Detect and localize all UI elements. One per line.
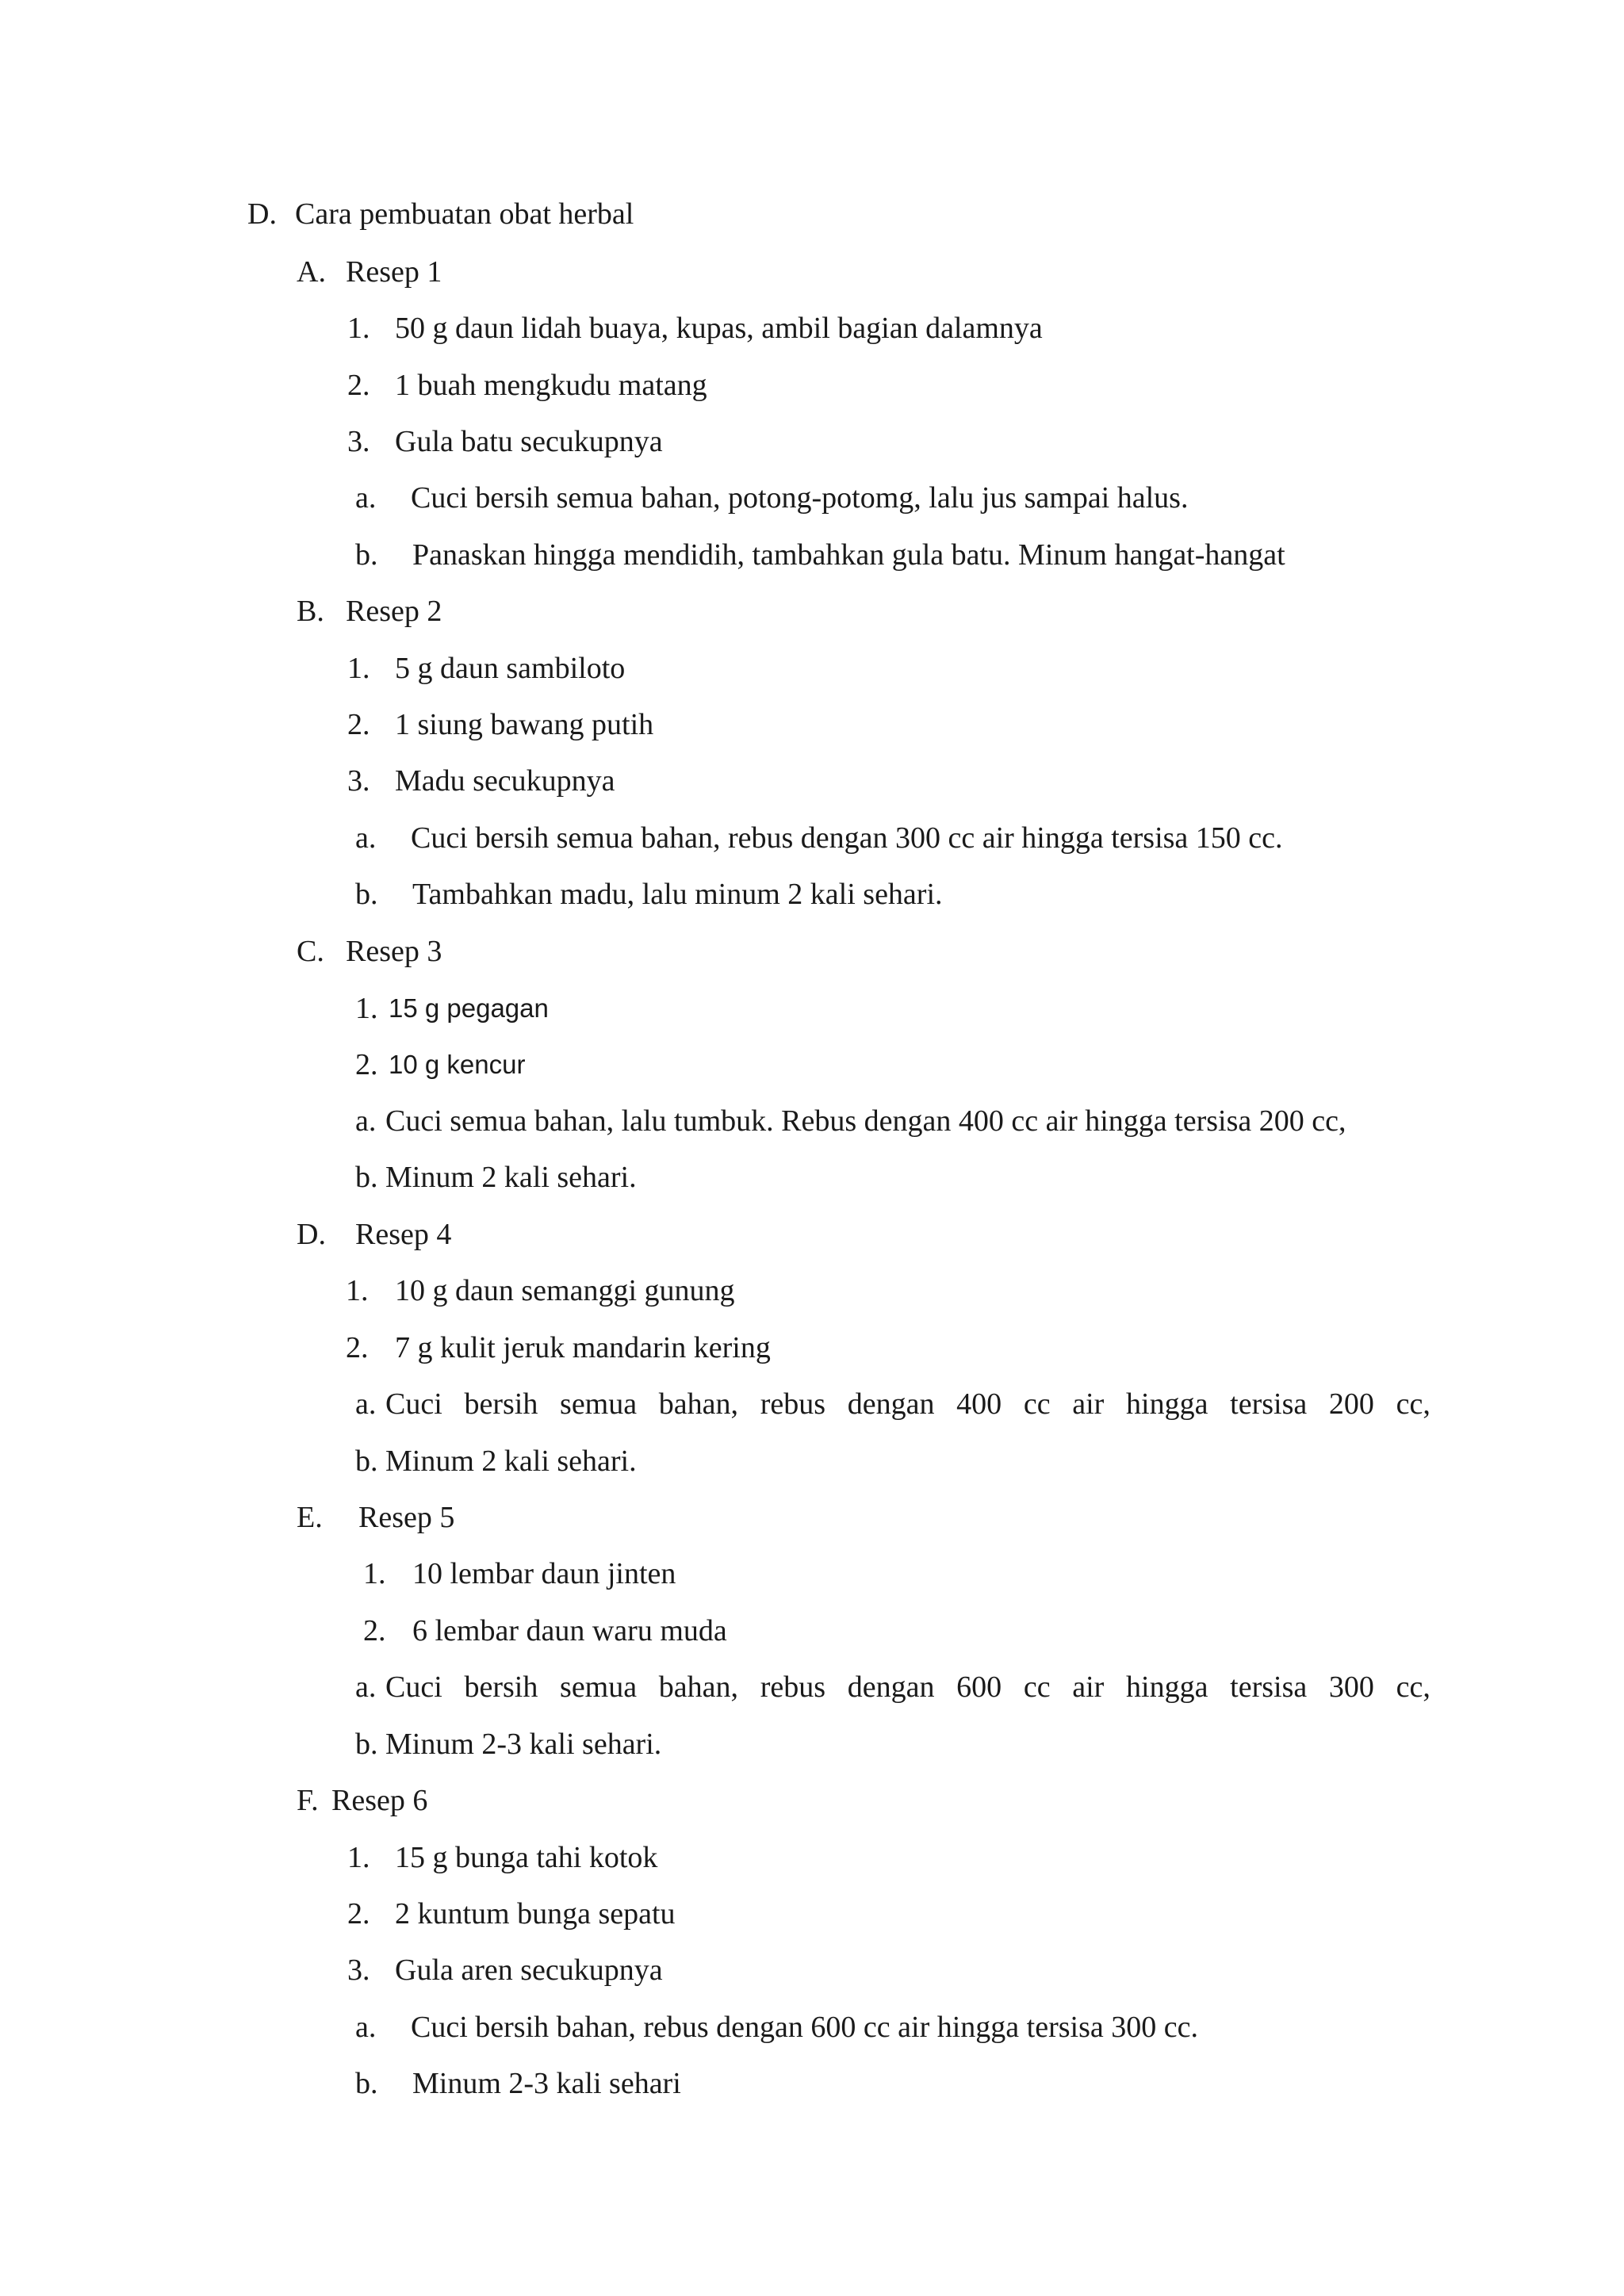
recipe-title: Resep 3 [346,935,442,968]
word: 400 [956,1387,1002,1421]
word: 600 [956,1670,1002,1704]
step-text [385,1386,1431,1422]
word: air [1072,1670,1105,1704]
ingredient-number: 1. [347,1841,370,1874]
word: air [1072,1387,1105,1421]
ingredient-number: 1. [363,1557,386,1590]
word: cc [1023,1387,1051,1421]
recipe-marker: B. [297,595,324,628]
word: semua [560,1387,638,1421]
ingredient-text: 15 g bunga tahi kotok [395,1841,658,1874]
word: tersisa [1230,1387,1308,1421]
ingredient-text: 10 lembar daun jinten [412,1557,676,1590]
step-text: Cuci semua bahan, lalu tumbuk. Rebus dengan 400 cc air hingga tersisa 200 cc, [385,1104,1346,1138]
word: tersisa [1230,1670,1308,1704]
ingredient-number: 3. [347,1954,370,1987]
step-text: Cuci bersih semua bahan, potong-potomg, lalu jus sampai halus. [411,481,1189,515]
ingredient-number: 2. [347,369,370,402]
recipe-title: Resep 2 [346,595,442,628]
word: 300 [1328,1670,1374,1704]
recipe-title: Resep 6 [331,1784,428,1817]
step-text: Cuci bersih bahan, rebus dengan 600 cc air hingga tersisa 300 cc. [411,2011,1198,2044]
word: cc, [1396,1387,1431,1421]
word: cc [1023,1670,1051,1704]
word: bersih [464,1387,538,1421]
step-letter: b. [355,1728,378,1761]
ingredient-number: 3. [347,425,370,458]
step-letter: a. [355,481,377,515]
ingredient-number: 2. [355,1048,378,1081]
section-marker: D. [247,197,277,231]
step-letter: a. [355,2011,377,2044]
ingredient-number: 2. [347,1897,370,1931]
step-letter: a. [355,821,377,855]
word: rebus [760,1387,826,1421]
ingredient-number: 2. [347,708,370,741]
ingredient-text: 10 g daun semanggi gunung [395,1274,735,1307]
step-letter: a. [355,1387,377,1421]
recipe-marker: A. [297,255,326,289]
ingredient-text: 6 lembar daun waru muda [412,1614,727,1647]
ingredient-text: Gula aren secukupnya [395,1954,663,1987]
step-letter: b. [355,2067,378,2100]
word: bahan, [658,1387,739,1421]
ingredient-number: 2. [363,1614,386,1647]
step-text: Panaskan hingga mendidih, tambahkan gula batu. Minum hangat-hangat [412,538,1285,572]
word: hingga [1126,1670,1208,1704]
step-text: Minum 2-3 kali sehari [412,2067,681,2100]
ingredient-number: 1. [346,1274,369,1307]
recipe-marker: E. [297,1501,323,1534]
word: hingga [1126,1387,1208,1421]
word: dengan [847,1670,935,1704]
word: bersih [464,1670,538,1704]
recipe-marker: F. [297,1784,319,1817]
word: dengan [847,1387,935,1421]
ingredient-text: Gula batu secukupnya [395,425,663,458]
word: cc, [1396,1670,1431,1704]
recipe-marker: D. [297,1218,326,1251]
ingredient-number: 2. [346,1331,369,1364]
ingredient-number: 1. [347,652,370,685]
step-letter: b. [355,878,378,911]
step-text: Tambahkan madu, lalu minum 2 kali sehari. [412,878,943,911]
word: 200 [1328,1387,1374,1421]
ingredient-text: 7 g kulit jeruk mandarin kering [395,1331,771,1364]
ingredient-text: 5 g daun sambiloto [395,652,626,685]
recipe-marker: C. [297,935,324,968]
recipe-title: Resep 4 [355,1218,452,1251]
ingredient-text: Madu secukupnya [395,764,615,798]
step-text: Minum 2 kali sehari. [385,1161,637,1194]
ingredient-number: 1. [347,312,370,345]
word: rebus [760,1670,826,1704]
ingredient-text: 1 buah mengkudu matang [395,369,707,402]
step-text: Minum 2 kali sehari. [385,1445,637,1478]
recipe-title: Resep 5 [358,1501,455,1534]
step-letter: a. [355,1670,377,1704]
recipe-title: Resep 1 [346,255,442,289]
section-title: Cara pembuatan obat herbal [295,197,634,231]
step-letter: a. [355,1104,377,1138]
word: Cuci [385,1387,442,1421]
step-text: Minum 2-3 kali sehari. [385,1728,662,1761]
word: bahan, [658,1670,739,1704]
step-text [385,1669,1431,1705]
ingredient-text: 1 siung bawang putih [395,708,654,741]
ingredient-text: 2 kuntum bunga sepatu [395,1897,676,1931]
ingredient-number: 1. [355,992,378,1025]
ingredient-number: 3. [347,764,370,798]
step-letter: b. [355,538,378,572]
step-letter: b. [355,1445,378,1478]
word: Cuci [385,1670,442,1704]
word: semua [560,1670,638,1704]
step-text: Cuci bersih semua bahan, rebus dengan 300 cc air hingga tersisa 150 cc. [411,821,1283,855]
ingredient-text: 15 g pegagan [389,993,549,1023]
ingredient-text: 10 g kencur [389,1050,526,1079]
ingredient-text: 50 g daun lidah buaya, kupas, ambil bagian dalamnya [395,312,1043,345]
step-letter: b. [355,1161,378,1194]
